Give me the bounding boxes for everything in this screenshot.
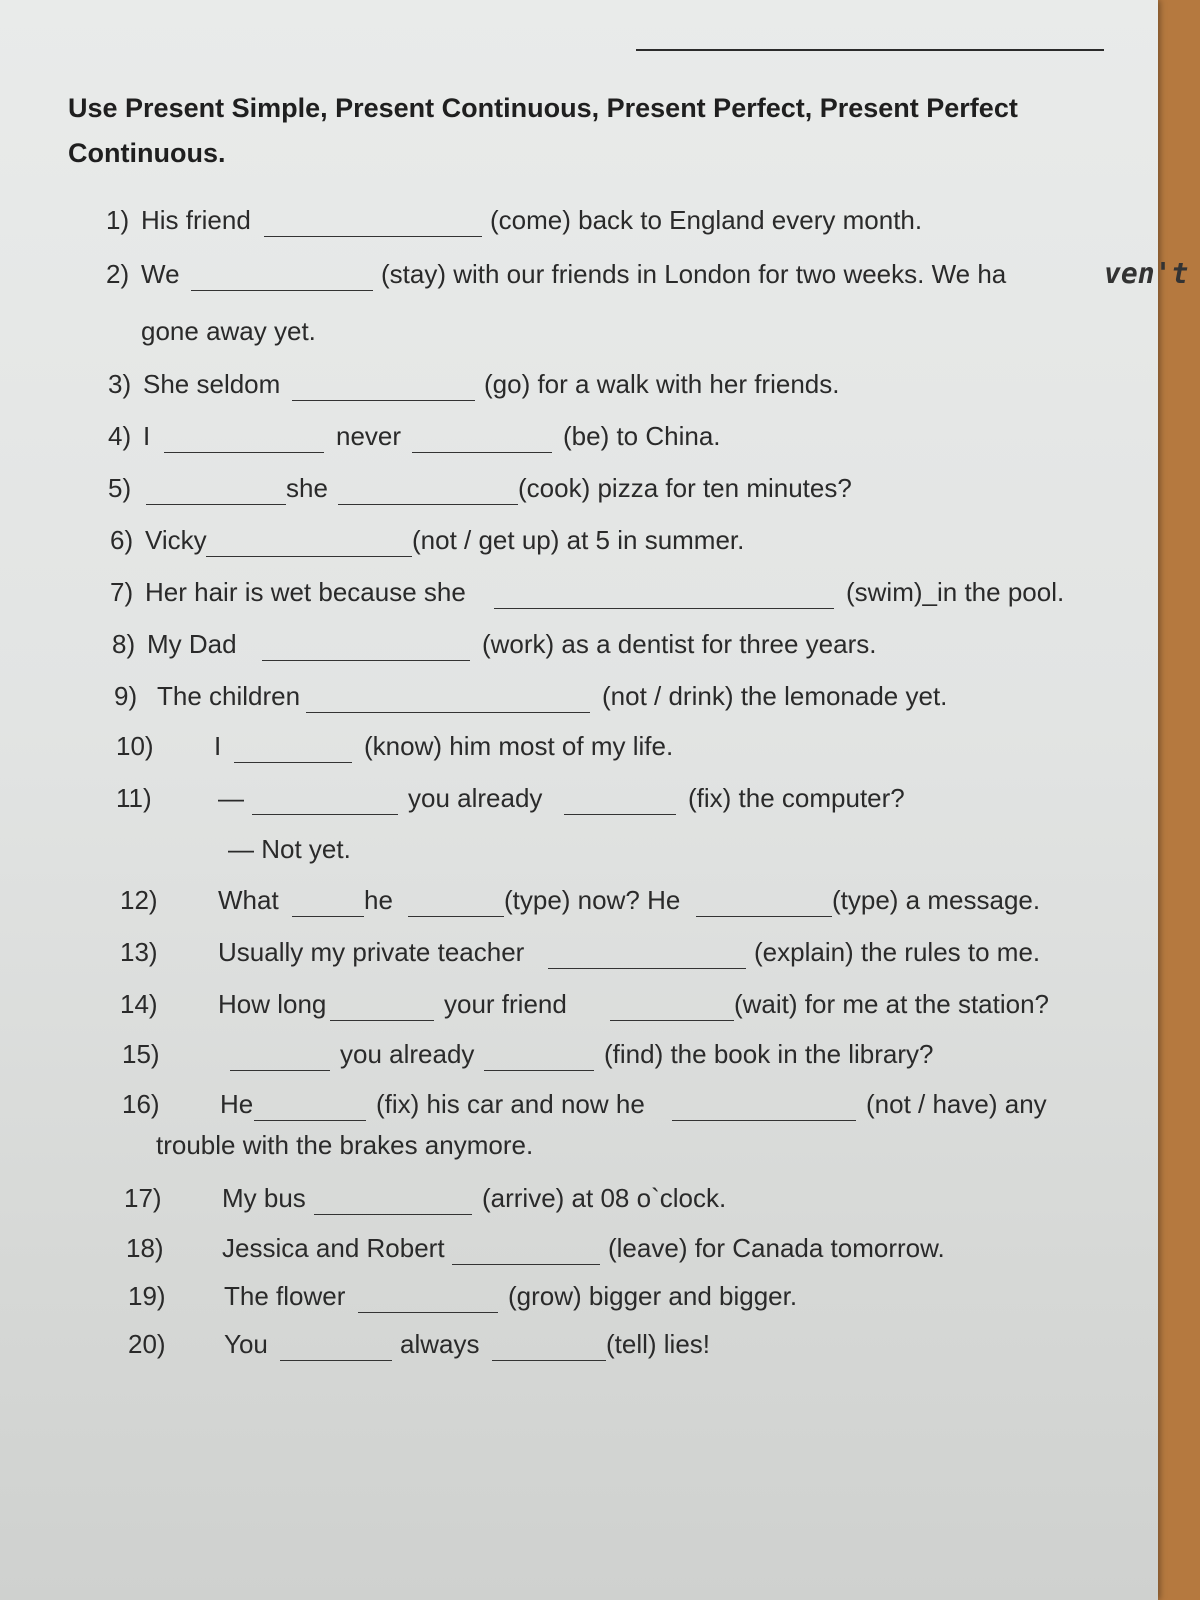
item-text: How long xyxy=(218,989,327,1019)
exercise-item-9 xyxy=(0,678,1158,718)
item-text: your friend xyxy=(444,989,567,1019)
item-text: We xyxy=(141,259,180,289)
answer-blank[interactable] xyxy=(262,660,470,661)
item-text: His friend xyxy=(141,205,251,235)
answer-blank[interactable] xyxy=(146,504,286,505)
exercise-item-19 xyxy=(0,1278,1158,1318)
answer-blank[interactable] xyxy=(412,452,552,453)
item-text: (explain) the rules to me. xyxy=(754,937,1041,967)
item-text: he xyxy=(364,885,393,915)
answer-blank[interactable] xyxy=(548,968,746,969)
item-continuation: gone away yet. xyxy=(141,316,316,346)
exercise-item-5 xyxy=(0,470,1158,510)
item-text: (go) for a walk with her friends. xyxy=(484,369,840,399)
item-text: (stay) with our friends in London for two weeks. We ha xyxy=(381,259,1007,289)
item-number: 17) xyxy=(124,1183,162,1213)
item-text: Her hair is wet because she xyxy=(145,577,466,607)
handwritten-correction: ven't xyxy=(1104,257,1189,290)
item-text: She seldom xyxy=(143,369,281,399)
item-text: Jessica and Robert xyxy=(222,1233,445,1263)
exercise-item-2 xyxy=(0,256,1189,296)
answer-blank[interactable] xyxy=(234,762,352,763)
item-number: 19) xyxy=(128,1281,166,1311)
item-text: (grow) bigger and bigger. xyxy=(508,1281,798,1311)
item-continuation: — Not yet. xyxy=(228,834,351,864)
item-text: — xyxy=(218,783,244,813)
item-text: (work) as a dentist for three years. xyxy=(482,629,877,659)
exercise-item-10 xyxy=(0,728,1158,768)
answer-blank[interactable] xyxy=(358,1312,498,1313)
item-text: He xyxy=(220,1089,254,1119)
exercise-item-15 xyxy=(0,1036,1158,1076)
item-text: Usually my private teacher xyxy=(218,937,525,967)
item-text: you already xyxy=(408,783,543,813)
item-number: 5) xyxy=(108,473,132,503)
answer-blank[interactable] xyxy=(254,1120,366,1121)
item-number: 11) xyxy=(116,783,152,813)
answer-blank[interactable] xyxy=(494,608,834,609)
item-continuation: trouble with the brakes anymore. xyxy=(156,1130,534,1160)
exercise-item-4 xyxy=(0,418,1158,458)
answer-blank[interactable] xyxy=(306,712,590,713)
answer-blank[interactable] xyxy=(280,1360,392,1361)
item-number: 15) xyxy=(122,1039,160,1069)
item-text: (arrive) at 08 o`clock. xyxy=(482,1183,727,1213)
answer-blank[interactable] xyxy=(610,1020,734,1021)
item-text: (come) back to England every month. xyxy=(490,205,923,235)
item-number: 12) xyxy=(120,885,158,915)
exercise-item-14 xyxy=(0,986,1158,1026)
item-text: (not / have) any xyxy=(866,1089,1047,1119)
item-number: 16) xyxy=(122,1089,160,1119)
item-number: 18) xyxy=(126,1233,164,1263)
answer-blank[interactable] xyxy=(564,814,676,815)
item-text: (fix) the computer? xyxy=(688,783,905,813)
item-number: 7) xyxy=(110,577,134,607)
exercise-item-6 xyxy=(0,522,1158,562)
item-text: (be) to China. xyxy=(563,421,721,451)
exercise-item-7 xyxy=(0,574,1158,614)
answer-blank[interactable] xyxy=(191,290,373,291)
item-number: 8) xyxy=(112,629,136,659)
item-text: (swim)_in the pool. xyxy=(846,577,1065,607)
answer-blank[interactable] xyxy=(252,814,398,815)
item-number: 10) xyxy=(116,731,154,761)
item-text: always xyxy=(400,1329,480,1359)
item-text: (not / get up) at 5 in summer. xyxy=(412,525,745,555)
item-text: My Dad xyxy=(147,629,237,659)
item-text: never xyxy=(336,421,402,451)
answer-blank[interactable] xyxy=(292,400,475,401)
item-text: you already xyxy=(340,1039,475,1069)
item-number: 2) xyxy=(106,259,130,289)
item-text: My bus xyxy=(222,1183,306,1213)
answer-blank[interactable] xyxy=(206,556,412,557)
item-number: 4) xyxy=(108,421,132,451)
item-number: 20) xyxy=(128,1329,166,1359)
exercise-item-11 xyxy=(0,780,1158,820)
item-number: 9) xyxy=(114,681,138,711)
item-text: The children xyxy=(157,681,301,711)
item-text: (type) a message. xyxy=(832,885,1041,915)
item-number: 13) xyxy=(120,937,158,967)
exercise-item-20 xyxy=(0,1326,1158,1366)
instructions-heading: Use Present Simple, Present Continuous, Present Perfect, Present Perfect Continuous. xyxy=(68,93,1018,168)
item-text: she xyxy=(286,473,328,503)
exercise-item-12 xyxy=(0,882,1158,922)
item-number: 3) xyxy=(108,369,132,399)
item-text: (find) the book in the library? xyxy=(604,1039,934,1069)
item-text: (type) now? He xyxy=(504,885,681,915)
answer-blank[interactable] xyxy=(484,1070,594,1071)
item-text: (tell) lies! xyxy=(606,1329,711,1359)
item-text: The flower xyxy=(224,1281,346,1311)
item-text: (know) him most of my life. xyxy=(364,731,674,761)
answer-blank[interactable] xyxy=(452,1264,600,1265)
answer-blank[interactable] xyxy=(292,916,364,917)
exercise-item-1 xyxy=(0,202,1158,242)
item-text: What xyxy=(218,885,279,915)
item-text: I xyxy=(214,731,222,761)
answer-blank[interactable] xyxy=(696,916,832,917)
answer-blank[interactable] xyxy=(314,1214,472,1215)
exercise-item-17 xyxy=(0,1180,1158,1220)
answer-blank[interactable] xyxy=(330,1020,434,1021)
item-text: (not / drink) the lemonade yet. xyxy=(602,681,948,711)
answer-blank[interactable] xyxy=(492,1360,606,1361)
exercise-item-13 xyxy=(0,934,1158,974)
item-number: 14) xyxy=(120,989,158,1019)
item-text: (cook) pizza for ten minutes? xyxy=(518,473,852,503)
item-number: 1) xyxy=(106,205,130,235)
exercise-item-8 xyxy=(0,626,1158,666)
exercise-item-16 xyxy=(0,1086,1158,1126)
item-text: (leave) for Canada tomorrow. xyxy=(608,1233,945,1263)
item-number: 6) xyxy=(110,525,134,555)
answer-blank[interactable] xyxy=(672,1120,856,1121)
item-text: (fix) his car and now he xyxy=(376,1089,645,1119)
answer-blank[interactable] xyxy=(164,452,324,453)
exercise-item-3 xyxy=(0,366,1158,406)
exercise-item-18 xyxy=(0,1230,1158,1270)
answer-blank[interactable] xyxy=(264,236,482,237)
item-text: (wait) for me at the station? xyxy=(734,989,1050,1019)
name-line xyxy=(636,49,1104,51)
answer-blank[interactable] xyxy=(230,1070,330,1071)
answer-blank[interactable] xyxy=(408,916,504,917)
item-text: I xyxy=(143,421,151,451)
item-text: Vicky xyxy=(145,525,207,555)
item-text: You xyxy=(224,1329,268,1359)
answer-blank[interactable] xyxy=(338,504,518,505)
